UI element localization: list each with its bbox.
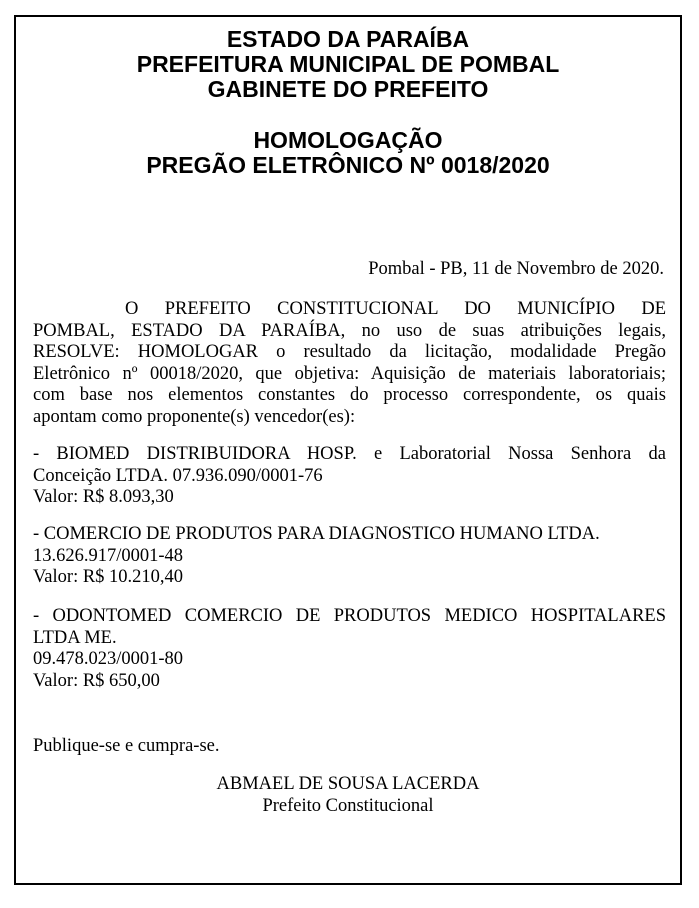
winner-item — [33, 444, 666, 509]
winner-line: 13.626.917/0001-48 — [33, 545, 184, 566]
body-line: RESOLVE: HOMOLOGAR o resultado da licitação, modalidade Pregão — [33, 342, 666, 362]
winner-line: Conceição LTDA. 07.936.090/0001-76 — [33, 465, 323, 486]
signature-block — [16, 774, 680, 817]
winner-line: - ODONTOMED COMERCIO DE PRODUTOS MEDICO HOSPITALARES — [33, 606, 666, 626]
closing-text: Publique-se e cumpra-se. — [33, 736, 220, 756]
body-line: POMBAL, ESTADO DA PARAÍBA, no uso de suas atribuições legais, — [33, 320, 666, 341]
header-state: ESTADO DA PARAÍBA — [226, 26, 470, 52]
body-line: apontam como proponente(s) vencedor(es): — [33, 406, 356, 427]
title-pregao: PREGÃO ELETRÔNICO Nº 0018/2020 — [146, 152, 550, 178]
winner-item — [33, 524, 666, 589]
header-gabinete: GABINETE DO PREFEITO — [207, 76, 489, 102]
body-line: com base nos elementos constantes do processo correspondente, os quais — [33, 385, 666, 405]
body-paragraph — [33, 299, 666, 428]
winner-line: - BIOMED DISTRIBUIDORA HOSP. e Laboratorial Nossa Senhora da — [33, 444, 666, 464]
document-frame — [14, 15, 682, 885]
signature-name: ABMAEL DE SOUSA LACERDA — [216, 774, 480, 794]
winner-line: - COMERCIO DE PRODUTOS PARA DIAGNOSTICO HUMANO LTDA. — [33, 524, 600, 544]
body-line: Eletrônico nº 00018/2020, que objetiva: Aquisição de materiais laboratoriais; — [33, 363, 666, 384]
document-date: Pombal - PB, 11 de Novembro de 2020. — [368, 259, 664, 279]
winner-value: Valor: R$ 10.210,40 — [33, 567, 184, 587]
signature-role: Prefeito Constitucional — [262, 795, 434, 816]
winner-line: 09.478.023/0001-80 — [33, 649, 184, 669]
document-header — [16, 27, 680, 102]
winner-value: Valor: R$ 650,00 — [33, 670, 160, 691]
body-line: O PREFEITO CONSTITUCIONAL DO MUNICÍPIO DE — [125, 299, 666, 319]
winner-item — [33, 606, 666, 692]
header-prefeitura: PREFEITURA MUNICIPAL DE POMBAL — [136, 51, 560, 77]
title-homologacao: HOMOLOGAÇÃO — [253, 127, 443, 153]
document-title — [16, 128, 680, 178]
winner-line: LTDA ME. — [33, 627, 117, 648]
winner-value: Valor: R$ 8.093,30 — [33, 487, 174, 507]
